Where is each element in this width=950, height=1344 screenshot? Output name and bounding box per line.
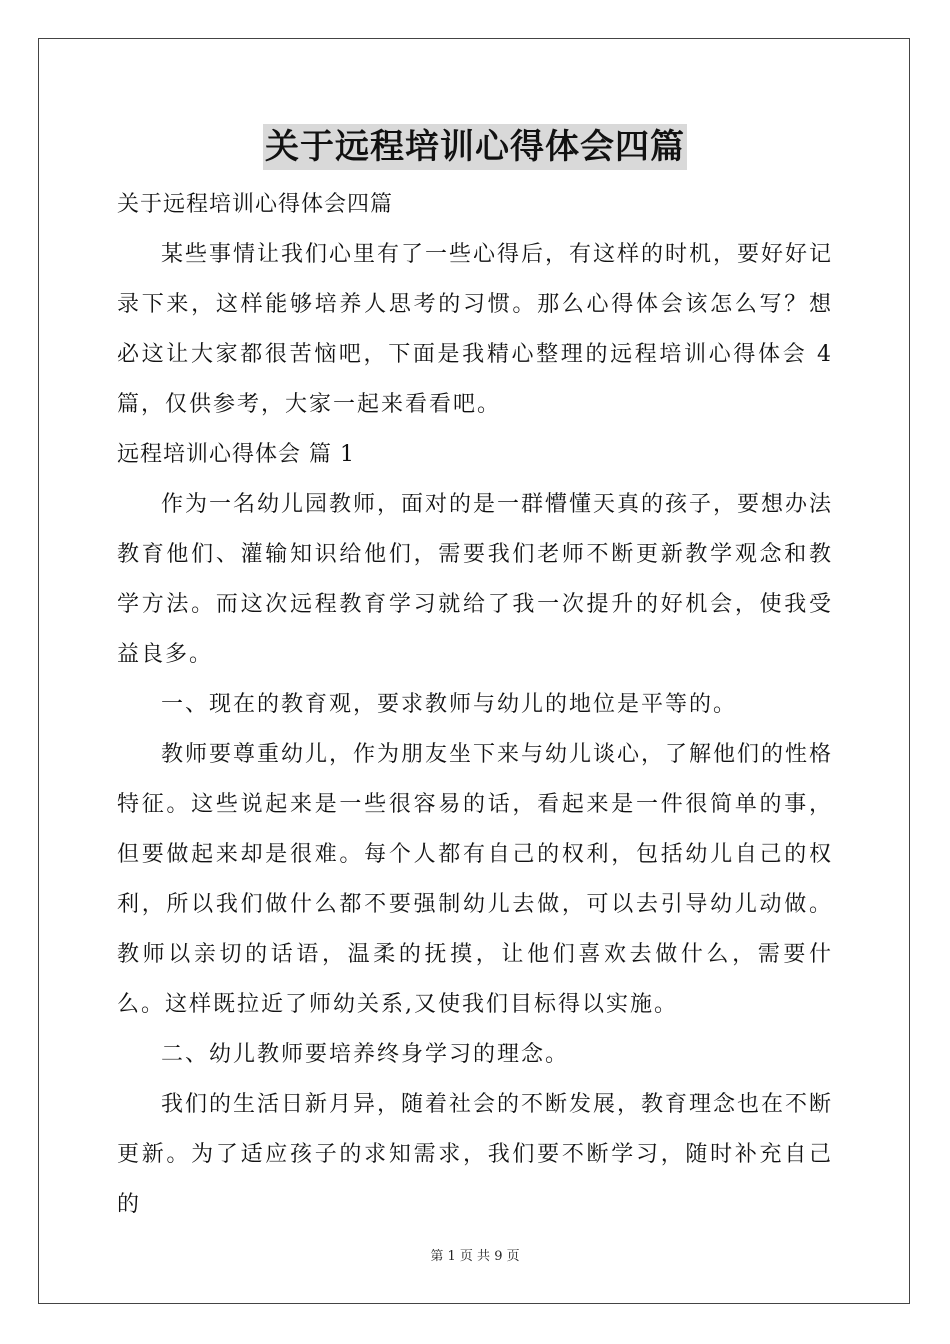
- page-number: 第 1 页 共 9 页: [430, 1249, 520, 1264]
- page-footer: [0, 1248, 950, 1266]
- point-one: 一、现在的教育观，要求教师与幼儿的地位是平等的。: [161, 692, 738, 717]
- body-paragraph-2: 教师要尊重幼儿，作为朋友坐下来与幼儿谈心，了解他们的性格特征。这些说起来是一些很容易的话，看起来是一件很简单的事，但要做起来却是很难。每个人都有自己的权利，包括幼儿自己的权利，所以我们做什么都不要强制幼儿去做，可以去引导幼儿动做。教师以亲切的话语，温柔的抚摸，让他们喜欢去做什么，需要什么。这样既拉近了师幼关系,又使我们目标得以实施。: [117, 742, 834, 1017]
- document-body: [117, 180, 833, 1230]
- body-paragraph-1: 作为一名幼儿园教师，面对的是一群懵懂天真的孩子，要想办法教育他们、灌输知识给他们，需要我们老师不断更新教学观念和教学方法。而这次远程教育学习就给了我一次提升的好机会，使我受益良多。: [117, 492, 834, 667]
- body-paragraph-3: 我们的生活日新月异，随着社会的不断发展，教育理念也在不断更新。为了适应孩子的求知需求，我们要不断学习，随时补充自己的: [117, 1092, 834, 1217]
- point-two: 二、幼儿教师要培养终身学习的理念。: [161, 1042, 570, 1067]
- section-heading-1: 远程培训心得体会 篇 1: [117, 442, 355, 467]
- document-title: 关于远程培训心得体会四篇: [263, 124, 687, 170]
- subtitle-line: 关于远程培训心得体会四篇: [117, 192, 394, 217]
- title-container: [0, 124, 950, 170]
- intro-paragraph: 某些事情让我们心里有了一些心得后，有这样的时机，要好好记录下来，这样能够培养人思考的习惯。那么心得体会该怎么写？想必这让大家都很苦恼吧，下面是我精心整理的远程培训心得体会 4 篇，仅供参考，大家一起来看看吧。: [117, 242, 834, 417]
